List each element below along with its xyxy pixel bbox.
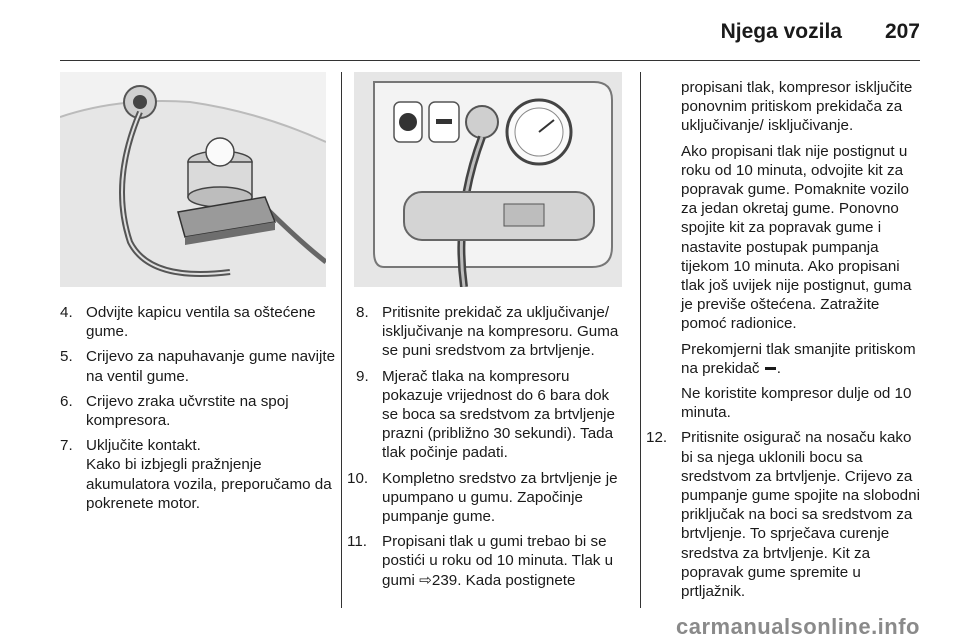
list-item: 8. Pritisnite prekidač za uključivanje/ isključivanje na kompresoru. Guma se puni sredstvom za brtvljenje.	[356, 304, 619, 360]
paragraph: Ako propisani tlak nije postignut u roku od 10 minuta, odvojite kit za popravak gume. Pomaknite vozilo za jedan okretaj gume. Ponovno spojite kit za popravak gume i nastavite postupak pumpanja tijekom 10 minuta. Ako propisani tlak još uvijek nije postignut, guma je previše oštećena. Zatražite pomoć radionice.	[681, 142, 912, 333]
page-header	[0, 0, 960, 62]
section-title: Njega vozila	[720, 20, 842, 43]
page-number: 207	[884, 20, 920, 43]
column-1	[60, 303, 336, 519]
list-item: 7. Uključite kontakt. Kako bi izbjegli pražnjenje akumulatora vozila, preporučamo da pokrenete motor.	[60, 436, 336, 513]
list-item: 9. Mjerač tlaka na kompresoru pokazuje vrijednost do 6 bara dok se boca sa sredstvom za brtvljenje prazni (približno 30 sekundi). Tada tlak počinje padati.	[356, 367, 615, 462]
paragraph: Ne koristite kompresor dulje od 10 minuta.	[681, 385, 912, 422]
watermark: carmanualsonline.info	[676, 614, 920, 639]
list-item: 6. Crijevo zraka učvrstite na spoj kompresora.	[60, 392, 289, 430]
page-ref-arrow-icon: ⇨	[419, 571, 432, 589]
paragraph: propisani tlak, kompresor isključite ponovnim pritiskom prekidača za uključivanje/ isključivanje.	[681, 79, 913, 135]
paragraph: Prekomjerni tlak smanjite pritiskom na prekidač .	[681, 340, 916, 377]
column-divider	[640, 72, 641, 608]
list-item: 11. Propisani tlak u gumi trebao bi se postići u roku od 10 minuta. Tlak u gumi ⇨239. Kada postignete	[347, 533, 614, 589]
list-item: 10. Kompletno sredstvo za brtvljenje je upumpano u gumu. Započinje pumpanje gume.	[347, 469, 618, 526]
header-rule	[60, 60, 920, 61]
minus-button-icon	[765, 367, 776, 370]
figure-compressor-on-tyre	[60, 72, 326, 287]
list-item: 12. Pritisnite osigurač na nosaču kako bi sa njega uklonili bocu sa sredstvom za brtvljenje. Crijevo za pumpanje gume spojite na slobodni priključak na boci sa sredstvom za brtvljenje. To sprječava curenje sredstva za brtvljenje. Kit za popravak gume spremite u prtljažnik.	[646, 429, 920, 601]
item-note: Kako bi izbjegli pražnjenje akumulatora vozila, preporučamo da pokrenete motor.	[86, 456, 332, 512]
list-item: 4. Odvijte kapicu ventila sa oštećene gume.	[60, 304, 316, 341]
column-3	[646, 78, 920, 607]
column-divider	[341, 72, 342, 608]
list-item: 5. Crijevo za napuhavanje gume navijte na ventil gume.	[60, 348, 336, 385]
figure-compressor-panel	[354, 72, 622, 287]
page-ref-link[interactable]: 239	[431, 571, 458, 589]
column-2	[347, 303, 628, 596]
